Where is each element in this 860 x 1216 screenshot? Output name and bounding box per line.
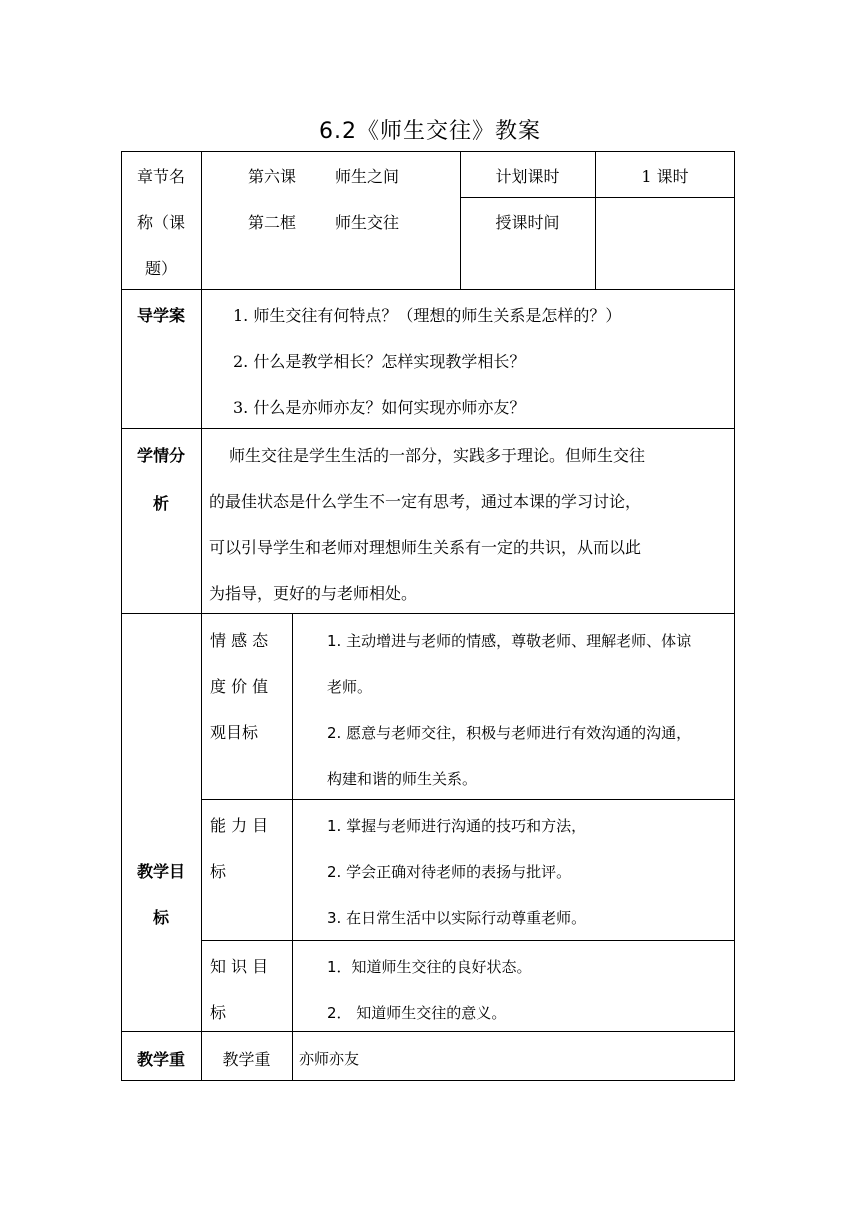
emotion-goal-line-3: 2. 愿意与老师交往，积极与老师进行有效沟通的沟通， — [327, 724, 692, 742]
analysis-label-line-1: 学情分 — [136, 446, 185, 465]
lesson-number: 第六课 — [248, 167, 297, 186]
emotion-goal-label-line-1: 情 感 态 — [210, 631, 269, 650]
guide-item-2: 2. 什么是教学相长？怎样实现教学相长？ — [233, 352, 526, 371]
page-title: 6.2《师生交往》教案 — [319, 119, 541, 144]
analysis-line-1: 师生交往是学生生活的一部分，实践多于理论。但师生交往 — [229, 446, 646, 465]
knowledge-goal-label-line-1: 知 识 目 — [210, 957, 269, 976]
knowledge-goal-line-1: 1．知道师生交往的良好状态。 — [327, 958, 532, 976]
frame-number: 第二框 — [248, 213, 297, 232]
ability-goal-line-2: 2. 学会正确对待老师的表扬与批评。 — [327, 863, 572, 881]
emotion-goal-line-1: 1. 主动增进与老师的情感，尊敬老师、理解老师、体谅 — [327, 632, 692, 650]
knowledge-goal-line-2: 2． 知道师生交往的意义。 — [327, 1004, 507, 1022]
chapter-label-line-3: 题） — [144, 259, 177, 278]
ability-goal-label-line-2: 标 — [210, 862, 227, 881]
analysis-label-line-2: 析 — [152, 494, 169, 513]
key-point-sub-label: 教学重 — [222, 1050, 271, 1069]
plan-hours-value: 1 课时 — [641, 167, 689, 186]
ability-goal-line-1: 1. 掌握与老师进行沟通的技巧和方法， — [327, 817, 587, 835]
goals-label-line-2: 标 — [152, 908, 169, 927]
guide-item-1: 1. 师生交往有何特点？（理想的师生关系是怎样的？） — [233, 306, 622, 325]
chapter-label-line-2: 称（课 — [136, 213, 185, 232]
ability-goal-label-line-1: 能 力 目 — [210, 816, 269, 835]
knowledge-goal-label-line-2: 标 — [210, 1003, 227, 1022]
emotion-goal-line-2: 老师。 — [327, 678, 373, 696]
lesson-plan-table — [121, 151, 735, 1081]
ability-goal-line-3: 3. 在日常生活中以实际行动尊重老师。 — [327, 909, 587, 927]
lesson-name: 师生之间 — [335, 167, 400, 186]
key-point-label: 教学重 — [136, 1050, 185, 1069]
key-point-value: 亦师亦友 — [299, 1050, 360, 1068]
guide-item-3: 3. 什么是亦师亦友？如何实现亦师亦友？ — [233, 398, 526, 417]
analysis-line-2: 的最佳状态是什么学生不一定有思考，通过本课的学习讨论， — [209, 492, 642, 511]
frame-name: 师生交往 — [335, 213, 400, 232]
analysis-line-3: 可以引导学生和老师对理想师生关系有一定的共识，从而以此 — [209, 538, 642, 557]
guide-label: 导学案 — [136, 306, 185, 325]
emotion-goal-label-line-3: 观目标 — [210, 723, 259, 742]
teach-time-label: 授课时间 — [495, 213, 560, 232]
goals-label-line-1: 教学目 — [136, 862, 185, 881]
emotion-goal-label-line-2: 度 价 值 — [210, 677, 269, 696]
emotion-goal-line-4: 构建和谐的师生关系。 — [327, 770, 478, 788]
plan-hours-label: 计划课时 — [495, 167, 560, 186]
chapter-label-line-1: 章节名 — [136, 167, 185, 186]
analysis-line-4: 为指导，更好的与老师相处。 — [209, 584, 418, 603]
